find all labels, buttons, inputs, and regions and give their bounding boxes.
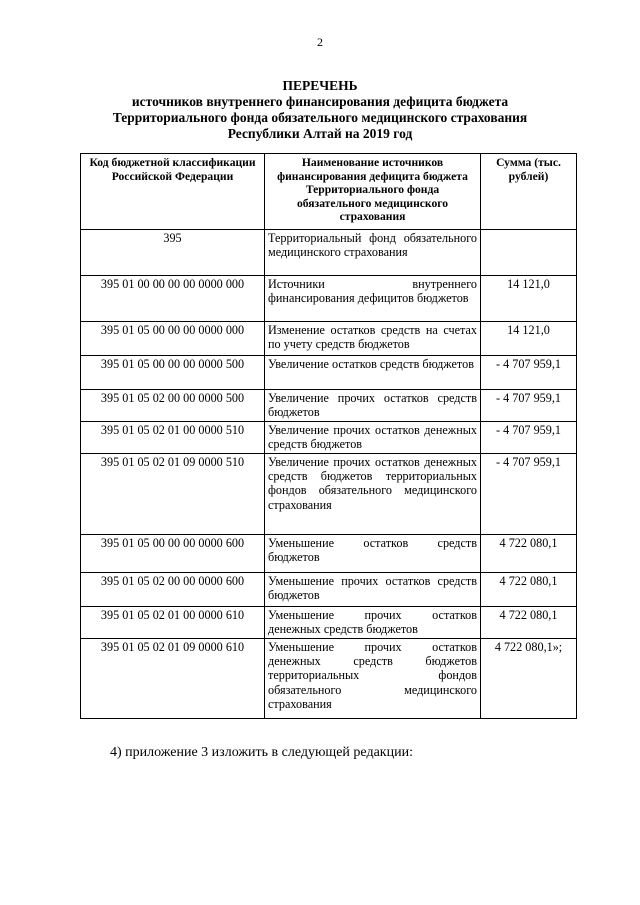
row-code: 395 01 00 00 00 00 0000 000 — [81, 276, 265, 322]
row-name: Уменьшение прочих остатков денежных средств бюджетов территориальных фондов обязательного медицинского страхования — [265, 639, 481, 719]
table-row — [81, 276, 577, 322]
table-header-row — [81, 154, 577, 230]
title-line-2: источников внутреннего финансирования дефицита бюджета — [131, 94, 509, 109]
table-row — [81, 535, 577, 573]
row-code: 395 — [81, 230, 265, 276]
row-sum: 4 722 080,1»; — [481, 639, 577, 719]
row-sum: 4 722 080,1 — [481, 607, 577, 639]
row-sum: 14 121,0 — [481, 276, 577, 322]
row-sum: - 4 707 959,1 — [481, 454, 577, 535]
row-code: 395 01 05 00 00 00 0000 600 — [81, 535, 265, 573]
row-sum: 14 121,0 — [481, 322, 577, 356]
table-row — [81, 230, 577, 276]
page-number: 2 — [317, 35, 323, 49]
table-row — [81, 356, 577, 390]
table-row — [81, 454, 577, 535]
table-row — [81, 390, 577, 422]
row-code: 395 01 05 00 00 00 0000 000 — [81, 322, 265, 356]
row-sum: 4 722 080,1 — [481, 535, 577, 573]
instruction-paragraph: 4) приложение 3 изложить в следующей редакции: — [110, 745, 413, 760]
row-code: 395 01 05 02 01 00 0000 610 — [81, 607, 265, 639]
row-name: Увеличение прочих остатков денежных средств бюджетов территориальных фондов обязательного медицинского страхования — [265, 454, 481, 535]
row-code: 395 01 05 02 00 00 0000 600 — [81, 573, 265, 607]
row-code: 395 01 05 02 01 00 0000 510 — [81, 422, 265, 454]
deficit-sources-table — [80, 153, 577, 719]
row-name: Территориальный фонд обязательного медицинского страхования — [265, 230, 481, 276]
row-code: 395 01 05 02 01 09 0000 610 — [81, 639, 265, 719]
table-row — [81, 422, 577, 454]
row-name: Увеличение прочих остатков денежных средств бюджетов — [265, 422, 481, 454]
table-row — [81, 573, 577, 607]
row-code: 395 01 05 02 00 00 0000 500 — [81, 390, 265, 422]
table-row — [81, 322, 577, 356]
table-row — [81, 639, 577, 719]
title-line-3: Территориального фонда обязательного медицинского страхования — [112, 110, 528, 125]
header-code: Код бюджетной классификации Российской Федерации — [81, 154, 265, 230]
header-sum: Сумма (тыс. рублей) — [481, 154, 577, 230]
header-name: Наименование источников финансирования дефицита бюджета Территориального фонда обязательного медицинского страхования — [265, 154, 481, 230]
document-title — [60, 78, 580, 142]
row-sum: - 4 707 959,1 — [481, 422, 577, 454]
row-name: Уменьшение остатков средств бюджетов — [265, 535, 481, 573]
row-name: Уменьшение прочих остатков денежных средств бюджетов — [265, 607, 481, 639]
row-sum: 4 722 080,1 — [481, 573, 577, 607]
row-code: 395 01 05 02 01 09 0000 510 — [81, 454, 265, 535]
row-sum: - 4 707 959,1 — [481, 390, 577, 422]
row-code: 395 01 05 00 00 00 0000 500 — [81, 356, 265, 390]
row-name: Увеличение прочих остатков средств бюджетов — [265, 390, 481, 422]
row-name: Изменение остатков средств на счетах по учету средств бюджетов — [265, 322, 481, 356]
title-line-1: ПЕРЕЧЕНЬ — [282, 78, 358, 93]
title-line-4: Республики Алтай на 2019 год — [227, 126, 413, 141]
row-name: Уменьшение прочих остатков средств бюджетов — [265, 573, 481, 607]
table-row — [81, 607, 577, 639]
row-sum: - 4 707 959,1 — [481, 356, 577, 390]
row-name: Источники внутреннего финансирования дефицитов бюджетов — [265, 276, 481, 322]
row-sum — [481, 230, 577, 276]
row-name: Увеличение остатков средств бюджетов — [265, 356, 481, 390]
